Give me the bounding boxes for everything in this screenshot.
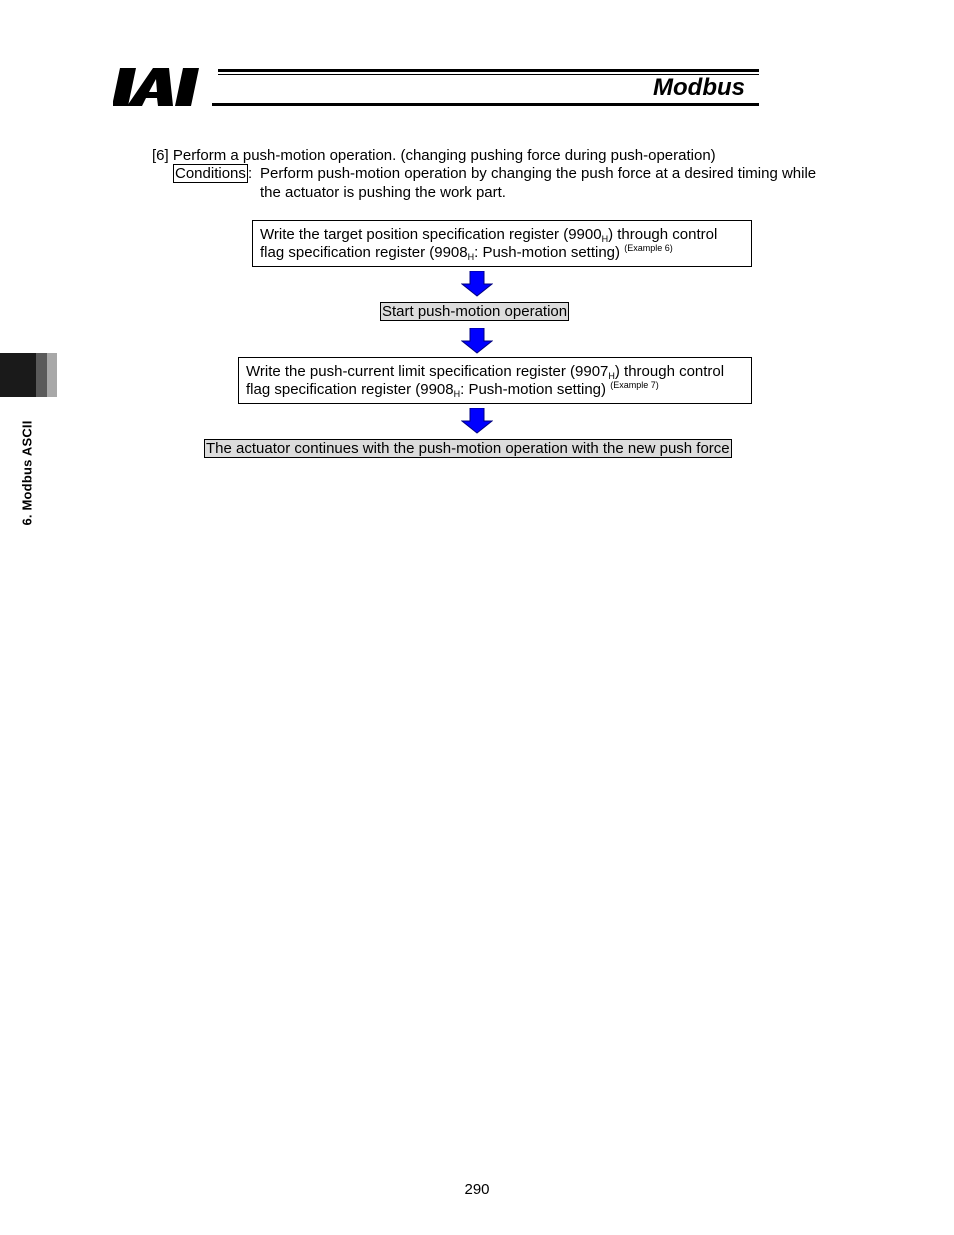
flow-step1-line1-subscript: H [601,234,609,244]
flow-step3-line1-text: Write the push-current limit specification register (9907 [246,363,609,380]
flow-step-write-target-position [252,220,752,267]
flow-step3-line1-subscript: H [608,371,615,381]
flow-step3-line2 [246,381,744,399]
flow-step1-line2-subscript: H [467,252,475,262]
flow-step3-line2-subscript: H [453,389,461,399]
flow-step1-line1-text: Write the target position specification register (9900 [260,226,602,243]
conditions-text-line2: the actuator is pushing the work part. [260,184,506,201]
down-arrow-icon [461,328,493,354]
flow-step3-line1-text-end: ) through control [614,363,725,380]
flow-step1-line2 [260,244,744,262]
flow-step1-line1 [260,226,744,244]
flow-step3-line1 [246,363,744,381]
flow-step1-line2-text: flag specification register (9908 [260,244,468,261]
chapter-side-label: 6. Modbus ASCII [19,420,35,526]
flow-step1-line1-text-end: ) through control [608,226,718,243]
flow-step3-example-note: (Example 7) [610,380,659,390]
down-arrow-icon [461,271,493,297]
conditions-text-line1: Perform push-motion operation by changing the push force at a desired timing while [260,165,817,182]
page-number: 290 [464,1181,490,1198]
conditions-colon: : [248,165,253,182]
conditions-label: Conditions [175,165,246,182]
header-rule-bottom [212,103,759,106]
flow-step-start-push-motion: Start push-motion operation [382,303,568,320]
flow-step3-line2-text: flag specification register (9908 [246,381,454,398]
flow-step-continue-new-push-force: The actuator continues with the push-motion operation with the new push force [206,440,730,457]
chapter-tab-dark [0,353,36,397]
section-heading: [6] Perform a push-motion operation. (changing pushing force during push-operation) [152,147,716,164]
header-title: Modbus [653,74,745,101]
down-arrow-icon [461,408,493,434]
flow-step-write-push-current-limit [238,357,752,404]
flow-step3-line2-text-end: : Push-motion setting) [460,381,611,398]
chapter-tab-mid [36,353,47,397]
flow-step1-example-note: (Example 6) [624,243,673,253]
flow-step1-line2-text-end: : Push-motion setting) [474,244,625,261]
iai-logo [113,66,213,108]
chapter-tab-light [47,353,57,397]
header-rule-top [218,69,759,72]
